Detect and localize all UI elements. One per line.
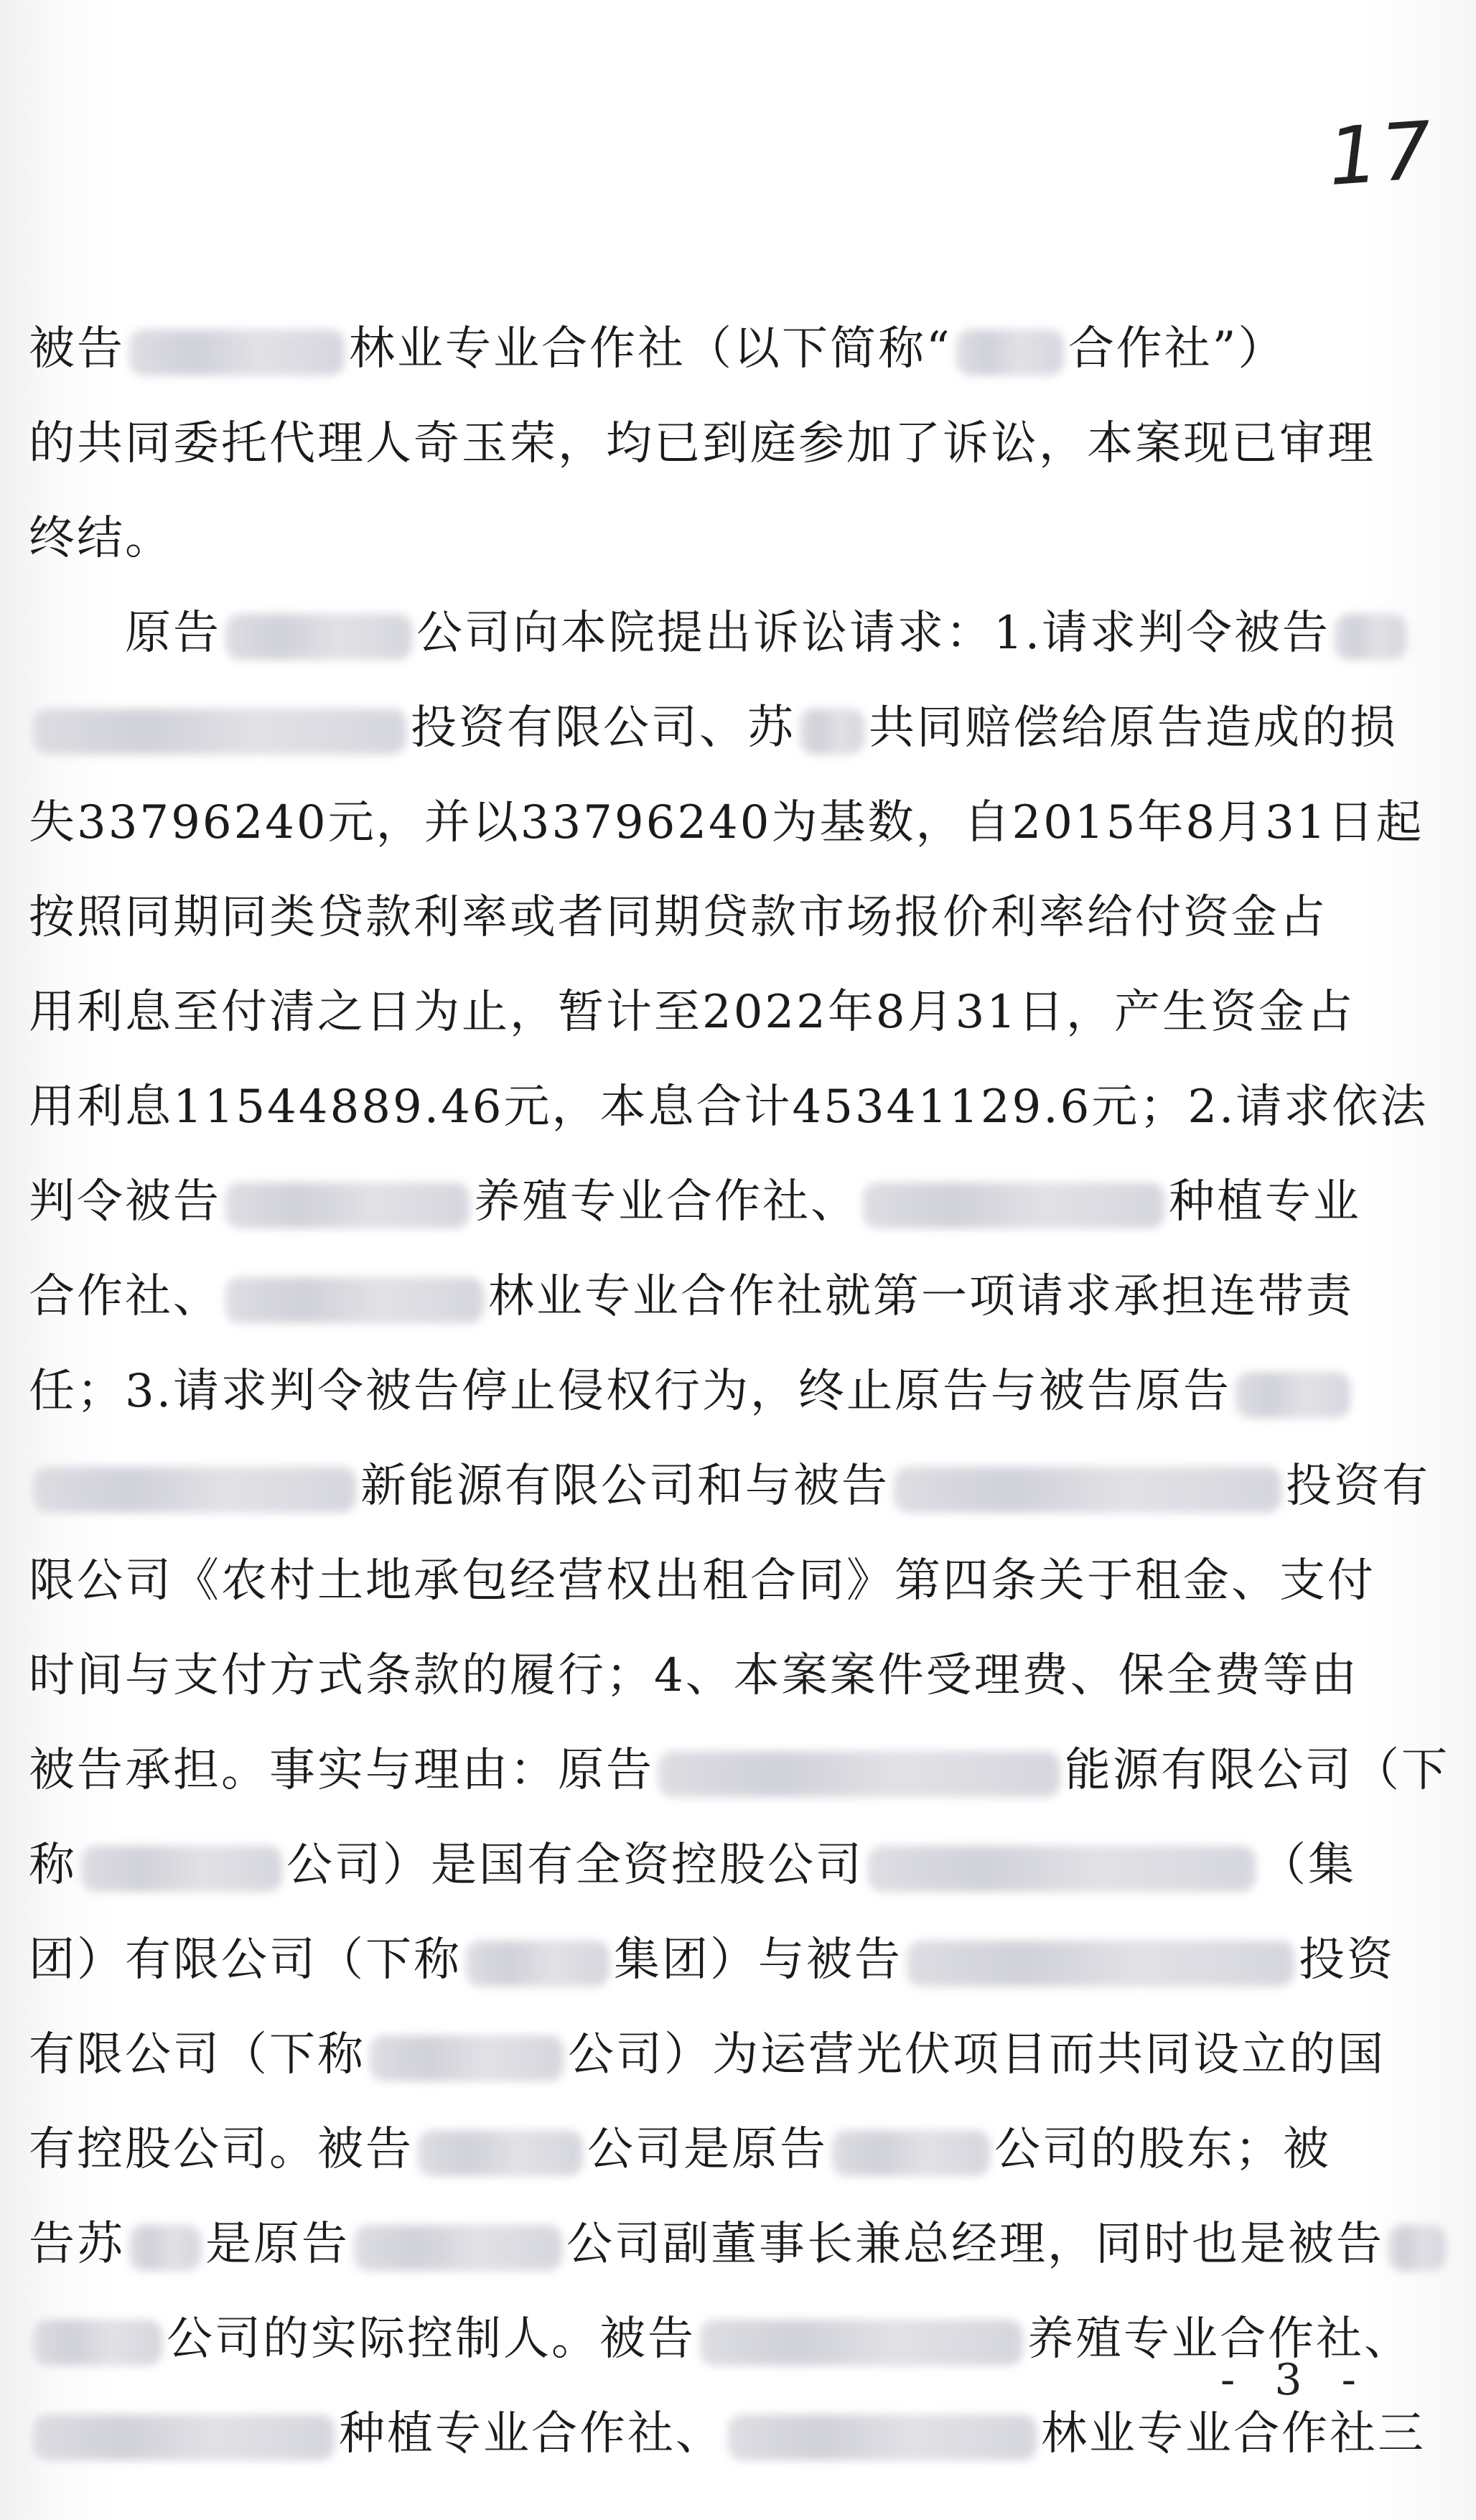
text-segment: 公司的实际控制人。被告	[167, 2313, 696, 2366]
text-segment: 称	[29, 1839, 77, 1892]
text-line	[29, 870, 1393, 965]
text-segment: 时间与支付方式条款的履行；4、本案案件受理费、保全费等由	[29, 1649, 1359, 1702]
text-segment: 有控股公司。被告	[29, 2123, 414, 2176]
redacted-name-blur	[129, 2225, 201, 2271]
redacted-name-blur	[225, 614, 412, 660]
text-line	[29, 1439, 1430, 1534]
redacted-name-blur	[800, 709, 864, 755]
text-line	[29, 2292, 1412, 2386]
text-line	[29, 1060, 1429, 1154]
text-segment: 林业专业合作社就第一项请求承担连带责	[488, 1270, 1354, 1323]
redacted-name-blur	[81, 1846, 282, 1892]
text-segment: 集团）与被告	[614, 1933, 902, 1987]
text-segment: 的共同委托代理人奇玉荣，均已到庭参加了诉讼，本案现已审理	[29, 417, 1375, 470]
redacted-name-blur	[225, 1277, 484, 1323]
text-segment: 任；3.请求判令被告停止侵权行为，终止原告与被告原告	[29, 1365, 1232, 1418]
handwritten-page-mark: 17	[1325, 103, 1438, 204]
text-line	[29, 491, 1393, 586]
text-segment: 公司）是国有全资控股公司	[286, 1839, 864, 1892]
text-segment: 失33796240元，并以33796240为基数，自2015年8月31日起	[29, 796, 1424, 849]
redacted-name-blur	[658, 1751, 1060, 1797]
text-line	[29, 2102, 1393, 2197]
text-line	[29, 1723, 1449, 1818]
redacted-name-blur	[418, 2130, 583, 2176]
text-line	[29, 302, 1393, 396]
redacted-name-blur	[863, 1182, 1164, 1228]
text-segment: 限公司《农村土地承包经营权出租合同》第四条关于租金、支付	[29, 1554, 1375, 1607]
text-segment: 合作社、	[29, 1270, 221, 1323]
text-line	[29, 775, 1424, 870]
redacted-name-blur	[33, 1467, 356, 1513]
text-segment: 林业专业合作社三	[1041, 2407, 1426, 2460]
text-segment: 养殖专业合作社、	[474, 1175, 859, 1228]
text-segment: 种植专业	[1169, 1175, 1361, 1228]
text-line	[29, 1534, 1393, 1628]
text-segment: 投资有限公司、苏	[411, 701, 795, 755]
redacted-name-blur	[728, 2414, 1037, 2460]
text-line	[29, 1154, 1393, 1249]
text-segment: 新能源有限公司和与被告	[360, 1460, 889, 1513]
text-line	[29, 586, 1393, 681]
text-segment: 公司向本院提出诉讼请求：1.请求判令被告	[416, 607, 1331, 660]
text-segment: 养殖专业合作社、	[1027, 2313, 1412, 2366]
text-segment: 判令被告	[29, 1175, 221, 1228]
text-line	[29, 396, 1393, 491]
text-segment: 被告	[29, 322, 125, 375]
text-segment: 按照同期同类贷款利率或者同期贷款市场报价利率给付资金占	[29, 891, 1327, 944]
text-line	[29, 2386, 1426, 2481]
text-segment: 种植专业合作社、	[339, 2407, 724, 2460]
text-line	[29, 1344, 1393, 1439]
text-segment: 投资有	[1286, 1460, 1430, 1513]
redacted-name-blur	[33, 2414, 335, 2460]
text-line	[29, 1249, 1393, 1344]
redacted-name-blur	[33, 2320, 162, 2366]
text-segment: 终结。	[29, 512, 173, 565]
text-segment: 林业专业合作社（以下简称“	[349, 322, 952, 375]
text-segment: 团）有限公司（下称	[29, 1933, 462, 1987]
redacted-name-blur	[832, 2130, 990, 2176]
redacted-name-blur	[1236, 1372, 1350, 1418]
text-segment: 有限公司（下称	[29, 2028, 365, 2081]
redacted-name-blur	[1335, 614, 1406, 660]
judgment-body-text	[29, 302, 1449, 2481]
text-segment: 被告承担。事实与理由：原告	[29, 1744, 654, 1797]
text-segment: 用利息11544889.46元，本息合计45341129.6元；2.请求依法	[29, 1081, 1429, 1134]
text-segment: 用利息至付清之日为止，暂计至2022年8月31日，产生资金占	[29, 986, 1355, 1039]
text-segment: 公司是原告	[587, 2123, 828, 2176]
page-number: - 3 -	[1220, 2355, 1369, 2405]
text-line	[29, 1818, 1393, 1913]
redacted-name-blur	[370, 2035, 564, 2081]
text-segment: （集	[1260, 1839, 1356, 1892]
text-segment: 合作社”）	[1068, 322, 1286, 375]
text-segment: 原告	[29, 607, 221, 660]
text-segment: 公司副董事长兼总经理，同时也是被告	[566, 2218, 1384, 2271]
text-line	[29, 1628, 1393, 1723]
redacted-name-blur	[33, 709, 406, 755]
redacted-name-blur	[129, 330, 345, 375]
redacted-name-blur	[700, 2320, 1023, 2366]
text-line	[29, 681, 1398, 775]
text-segment: 公司）为运营光伏项目而共同设立的国	[568, 2028, 1386, 2081]
text-segment: 是原告	[205, 2218, 350, 2271]
redacted-name-blur	[956, 330, 1064, 375]
redacted-name-blur	[354, 2225, 562, 2271]
text-segment: 共同赔偿给原告造成的损	[869, 701, 1398, 755]
redacted-name-blur	[868, 1846, 1256, 1892]
redacted-name-blur	[466, 1941, 609, 1987]
text-line	[29, 965, 1393, 1060]
redacted-name-blur	[894, 1467, 1281, 1513]
redacted-name-blur	[1388, 2225, 1446, 2271]
redacted-name-blur	[225, 1182, 470, 1228]
text-segment: 能源有限公司（下	[1065, 1744, 1449, 1797]
text-line	[29, 2197, 1393, 2292]
redacted-name-blur	[907, 1941, 1294, 1987]
text-line	[29, 2007, 1393, 2102]
text-segment: 告苏	[29, 2218, 125, 2271]
text-segment: 公司的股东；被	[994, 2123, 1331, 2176]
text-segment: 投资	[1299, 1933, 1395, 1987]
text-line	[29, 1913, 1393, 2007]
